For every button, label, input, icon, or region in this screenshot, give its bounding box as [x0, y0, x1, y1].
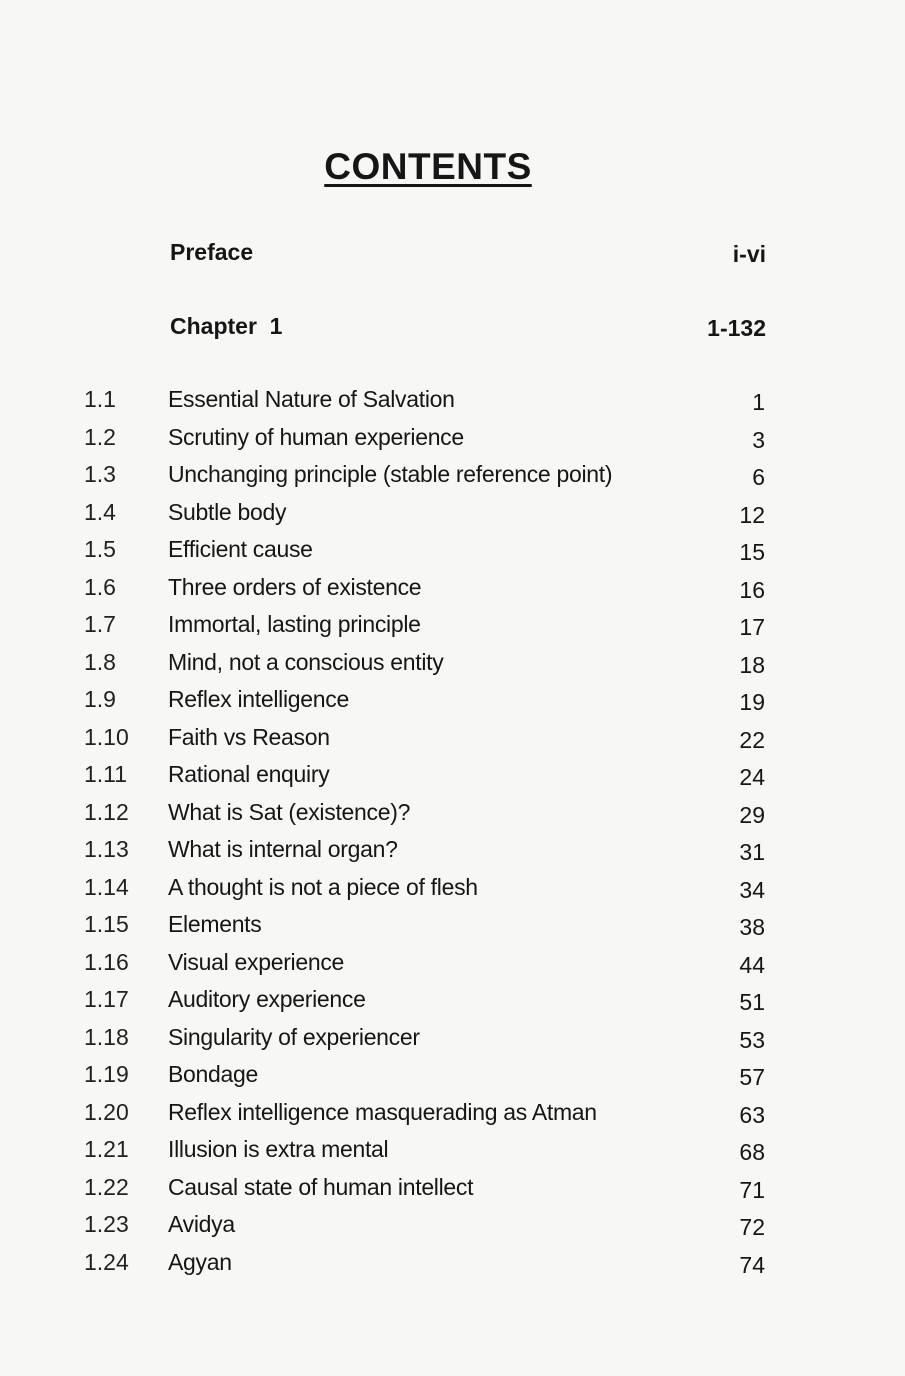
toc-entry-title: Illusion is extra mental [168, 1136, 389, 1162]
toc-entry [0, 874, 905, 912]
toc-entry-number: 1.21 [84, 1136, 129, 1162]
toc-entry-title: What is internal organ? [168, 836, 398, 862]
toc-entry-page: 34 [739, 876, 765, 903]
toc-entry [0, 1211, 905, 1249]
toc-entry [0, 611, 905, 649]
toc-entry-number: 1.7 [84, 611, 116, 637]
toc-entry [0, 386, 905, 424]
toc-entry-title: Essential Nature of Salvation [168, 386, 455, 412]
preface-pages: i-vi [732, 241, 766, 267]
toc-entry [0, 1174, 905, 1212]
toc-entry-number: 1.1 [84, 386, 116, 412]
toc-entry [0, 536, 905, 574]
chapter-row [0, 313, 905, 345]
toc-entry-page: 29 [739, 801, 765, 828]
toc-entry-title: Visual experience [168, 948, 345, 975]
toc-entry [0, 911, 905, 949]
toc-entry-number: 1.20 [84, 1098, 129, 1125]
toc-entry [0, 986, 905, 1024]
toc-entry-page: 44 [739, 951, 765, 978]
toc-entry-page: 38 [739, 914, 765, 940]
toc-entry-title: Rational enquiry [168, 761, 330, 787]
toc-entry-number: 1.22 [84, 1173, 129, 1200]
toc-entry-number: 1.12 [84, 798, 129, 825]
toc-entry-page: 22 [739, 726, 765, 753]
toc-entry [0, 949, 905, 987]
toc-entry [0, 686, 905, 724]
toc-entry-page: 17 [739, 614, 765, 640]
toc-entry-number: 1.24 [84, 1248, 129, 1275]
toc-entry-title: Agyan [168, 1248, 232, 1275]
toc-entry-title: Scrutiny of human experience [168, 423, 464, 450]
toc-entry [0, 1136, 905, 1174]
toc-entry [0, 574, 905, 612]
toc-entry-number: 1.15 [84, 911, 129, 937]
toc-entry [0, 761, 905, 799]
toc-entry-number: 1.5 [84, 536, 116, 562]
toc-entry-number: 1.14 [84, 873, 129, 900]
toc-entry [0, 799, 905, 837]
toc-entry [0, 461, 905, 499]
toc-entry-number: 1.4 [84, 498, 116, 525]
toc-entry-number: 1.10 [84, 723, 129, 750]
toc-entry-title: Auditory experience [168, 986, 366, 1012]
toc-entry-title: Efficient cause [168, 536, 313, 562]
toc-entry-number: 1.23 [84, 1211, 129, 1237]
toc-entry [0, 836, 905, 874]
toc-entry-title: Avidya [168, 1211, 235, 1237]
toc-entry-page: 71 [739, 1176, 765, 1203]
toc-entry-page: 18 [739, 651, 765, 678]
toc-entry-title: Bondage [168, 1061, 258, 1087]
preface-label: Preface [170, 239, 254, 265]
toc-entry [0, 1061, 905, 1099]
toc-entry [0, 499, 905, 537]
toc-entry-number: 1.13 [84, 836, 129, 862]
page-title [0, 146, 856, 188]
toc-entry-page: 16 [739, 576, 765, 603]
toc-entry-page: 3 [752, 426, 765, 453]
toc-entry-number: 1.18 [84, 1023, 129, 1050]
toc-entry-number: 1.8 [84, 648, 116, 675]
toc-entry-page: 15 [739, 539, 765, 565]
toc-entry-number: 1.17 [84, 986, 129, 1012]
toc-entry [0, 1249, 905, 1287]
toc-entry-page: 19 [739, 689, 765, 715]
toc-entry-title: What is Sat (existence)? [168, 798, 411, 825]
page-title-text: CONTENTS [324, 146, 532, 187]
toc-entry-title: Elements [168, 911, 262, 937]
toc-entry-number: 1.9 [84, 686, 116, 712]
toc-entry [0, 1024, 905, 1062]
chapter-pages: 1-132 [707, 315, 766, 341]
toc-entry [0, 424, 905, 462]
toc-entry-page: 57 [739, 1064, 765, 1090]
toc-list [0, 386, 905, 1286]
toc-entry-title: Reflex intelligence masquerading as Atman [168, 1098, 597, 1125]
preface-row [0, 239, 905, 271]
toc-entry-page: 68 [739, 1139, 765, 1165]
toc-entry-number: 1.16 [84, 948, 129, 975]
toc-entry-number: 1.19 [84, 1061, 129, 1087]
toc-entry-title: Three orders of existence [168, 573, 422, 600]
toc-entry-title: Mind, not a conscious entity [168, 648, 444, 675]
toc-entry-number: 1.6 [84, 573, 116, 600]
toc-entry [0, 649, 905, 687]
toc-entry-page: 51 [739, 989, 765, 1015]
toc-entry-title: Subtle body [168, 498, 287, 525]
toc-entry-page: 74 [739, 1251, 765, 1278]
toc-entry-page: 24 [739, 764, 765, 790]
toc-entry-page: 53 [739, 1026, 765, 1053]
toc-entry-title: Unchanging principle (stable reference point) [168, 461, 613, 487]
chapter-label: Chapter 1 [170, 313, 283, 339]
toc-entry-page: 63 [739, 1101, 765, 1128]
toc-entry-page: 72 [739, 1214, 765, 1240]
toc-entry-number: 1.11 [84, 761, 128, 787]
toc-entry-title: Singularity of experiencer [168, 1023, 420, 1050]
toc-entry-title: Faith vs Reason [168, 723, 330, 750]
toc-entry-title: Causal state of human intellect [168, 1173, 474, 1200]
toc-entry-page: 1 [752, 389, 765, 415]
toc-entry [0, 1099, 905, 1137]
toc-entry-page: 12 [739, 501, 765, 528]
toc-entry-title: Immortal, lasting principle [168, 611, 421, 637]
toc-entry-page: 6 [752, 464, 765, 490]
toc-entry-title: Reflex intelligence [168, 686, 349, 712]
toc-entry [0, 724, 905, 762]
toc-entry-number: 1.2 [84, 423, 116, 450]
toc-entry-title: A thought is not a piece of flesh [168, 873, 478, 900]
toc-entry-number: 1.3 [84, 461, 116, 487]
toc-entry-page: 31 [739, 839, 765, 865]
